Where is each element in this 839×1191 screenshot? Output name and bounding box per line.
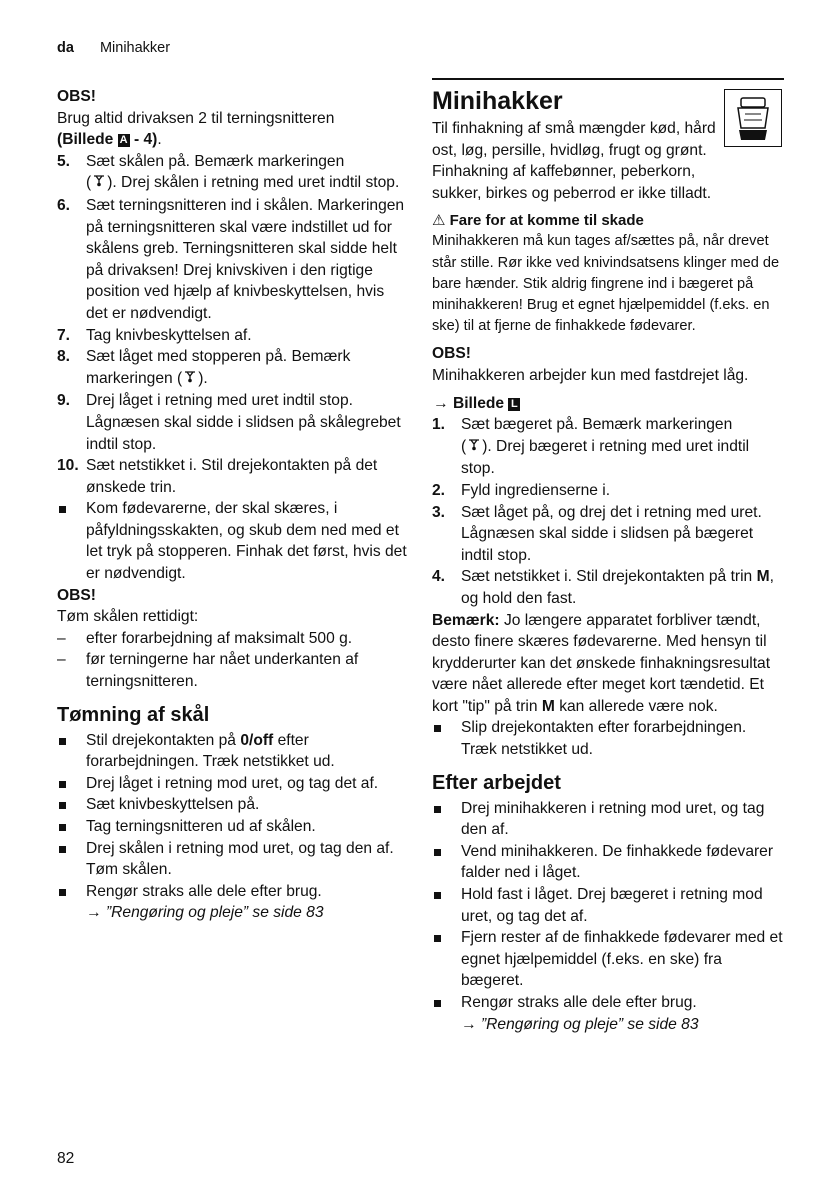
step-text: Tag knivbeskyttelsen af. (86, 326, 252, 344)
step (57, 151, 409, 195)
page-number: 82 (57, 1150, 75, 1167)
steps-list (432, 414, 784, 609)
obs-text-a: Brug altid drivaksen 2 til terningsnitteren (57, 109, 335, 127)
obs-heading: OBS! (57, 88, 96, 105)
title-block (432, 84, 784, 204)
obs-text: Minihakkeren arbejder kun med fastdrejet låg. (432, 366, 749, 384)
note-text (432, 610, 784, 718)
warning-heading (432, 210, 784, 231)
list-item-text: Tag terningsnitteren ud af skålen. (86, 818, 316, 835)
obs-text: Tøm skålen rettidigt: (57, 608, 199, 626)
step-text-pre: Sæt låget med stopperen på. Bemærk markeringen (86, 348, 351, 387)
warning-title: Fare for at komme til skade (449, 212, 644, 230)
lock-marking-icon (466, 437, 482, 459)
step-number: 1. (432, 416, 446, 434)
figure-label: Billede (452, 394, 509, 412)
list-item-text: Slip drejekontakten efter forarbejdningen. Træk netstikket ud. (461, 719, 747, 759)
list-item-text: Vend minihakkeren. De finhakkede fødevarer falder ned i låget. (461, 842, 774, 882)
bullet-icon (57, 498, 86, 584)
right-column (432, 78, 784, 1035)
page-title: Minihakker (432, 87, 563, 115)
step-number: 9. (57, 392, 71, 410)
list-item-text: Drej låget i retning mod uret, og tag det af. (86, 774, 379, 792)
mark-close: ). Drej bægeret i retning med uret indtil stop. (461, 437, 750, 478)
section-heading: Efter arbejdet (432, 771, 561, 794)
steps-list (57, 151, 409, 499)
cross-reference[interactable] (57, 902, 409, 924)
mark-close: ). Drej skålen i retning med uret indtil stop. (107, 174, 400, 192)
list-item (57, 838, 409, 881)
dash-item (57, 628, 409, 650)
mark-close: ). (198, 369, 208, 387)
list-item-text (86, 730, 409, 773)
step-number: 3. (432, 503, 446, 521)
bullet-icon (432, 717, 461, 760)
step-text-post: , og hold den fast. (461, 568, 774, 607)
list-item (432, 798, 784, 841)
dash-item-text: før terningerne har nået underkanten af terningsnitteren. (86, 651, 359, 691)
list-item-text: Drej minihakkeren i retning mod uret, og tag den af. (461, 799, 765, 839)
note-label: Bemærk: (432, 611, 500, 629)
step-text: Fyld ingredienserne i. (461, 481, 611, 499)
mark-open: ( (461, 437, 467, 455)
bullet-icon (57, 730, 86, 773)
header-title: Minihakker (99, 40, 171, 56)
dash-item (57, 649, 409, 692)
warning-text: Minihakkeren må kun tages af/sættes på, når drevet står stille. Rør ikke ved knivindsatsens klinger med de bare hænder. Stik aldrig fingrene ind i bægeret på minihakkeren! Brug et egnet hjælpemiddel (f.eks. en ske) til at fjerne de finhakkede fødevarer. (432, 233, 780, 335)
list-item-text: Drej skålen i retning mod uret, og tag den af. Tøm skålen. (86, 839, 394, 879)
list-item (57, 730, 409, 773)
step (432, 480, 784, 502)
list-item (432, 884, 784, 927)
step-text (461, 414, 784, 480)
page-header (57, 40, 170, 56)
note-text-post: kan allerede være nok. (554, 697, 718, 715)
bullet-icon (432, 884, 461, 927)
title-rule (432, 78, 784, 80)
step-number: 8. (57, 348, 71, 366)
dash-icon: – (57, 629, 66, 647)
list-item (57, 498, 409, 584)
step (57, 455, 409, 498)
step (57, 195, 409, 325)
step (57, 325, 409, 347)
step-text (86, 346, 409, 390)
reference-link[interactable]: ”Rengøring og pleje” se side 83 (105, 904, 324, 922)
list-item-text: Rengør straks alle dele efter brug. (461, 994, 697, 1012)
step (432, 566, 784, 609)
step-text: Drej låget i retning med uret indtil stop. Lågnæsen skal sidde i slidsen på skålegrebet indtil stop. (86, 392, 401, 453)
mark-open: ( (86, 174, 92, 192)
step-text: Sæt terningsnitteren ind i skålen. Markeringen på terningsnitteren skal være indstillet ud for skålens greb. Terningsnitteren skal sidde helt på drivaksen! Drej knivskiven i den rigtige position ved hjælp af knivbeskyttelsen, hvis det er nødvendigt. (86, 196, 405, 322)
figure-letter-icon: A (118, 134, 130, 147)
bullet-icon (57, 816, 86, 838)
text-post: efter forarbejdningen. Træk netstikket ud. (86, 731, 335, 771)
step-text-pre: Sæt bægeret på. Bemærk markeringen (461, 416, 733, 434)
step-text-pre: Sæt netstikket i. Stil drejekontakten på trin (461, 568, 757, 586)
list-item (57, 794, 409, 816)
dash-item-text: efter forarbejdning af maksimalt 500 g. (86, 629, 353, 647)
step-number: 5. (57, 152, 71, 170)
warning-icon: ⚠ (432, 212, 446, 230)
switch-position: M (756, 568, 770, 586)
intro-text: Til finhakning af små mængder kød, hård ost, løg, persille, hvidløg, frugt og grønt. Finhakning af kaffebønner, peberkorn, sukker, birkes og peberrod er ikke tilladt. (432, 120, 716, 202)
arrow-icon: → (461, 1015, 477, 1033)
list-item (432, 992, 784, 1014)
step-text: Sæt netstikket i. Stil drejekontakten på det ønskede trin. (86, 457, 378, 496)
step-text (461, 566, 784, 609)
switch-position: M (541, 697, 555, 715)
left-column (57, 86, 409, 924)
mark-open: ( (172, 369, 183, 387)
list-item (57, 816, 409, 838)
arrow-icon: → (86, 904, 102, 922)
arrow-icon: → (433, 394, 449, 412)
bullet-icon (432, 798, 461, 841)
list-item-text: Sæt knivbeskyttelsen på. (86, 796, 260, 814)
step-text (86, 151, 409, 195)
bullet-icon (57, 794, 86, 816)
obs-heading: OBS! (57, 586, 96, 604)
lock-marking-icon (182, 369, 198, 391)
text-pre: Stil drejekontakten på (86, 731, 241, 749)
figure-reference (432, 393, 784, 415)
reference-link[interactable]: ”Rengøring og pleje” se side 83 (480, 1015, 699, 1033)
list-item (432, 717, 784, 760)
step (57, 346, 409, 390)
note-text-pre: Jo længere apparatet forbliver tændt, desto finere skæres fødevarerne. Med hensyn til krydderurter kan det ønskede finhakningsresultat være nået allerede efter meget kort tændetid. Et kort "tip" på trin (432, 611, 771, 715)
step-number: 10. (57, 457, 79, 475)
lock-marking-icon (91, 173, 107, 195)
bullet-icon (57, 773, 86, 795)
switch-position: 0/off (240, 731, 274, 749)
list-item-text: Rengør straks alle dele efter brug. (86, 882, 322, 900)
dash-icon: – (57, 651, 66, 669)
obs-ref-label: (Billede (57, 131, 118, 149)
list-item (57, 881, 409, 903)
list-item-text: Fjern rester af de finhakkede fødevarer med et egnet hjælpemiddel (f.eks. en ske) fra bægeret. (461, 929, 783, 990)
bullet-icon (432, 841, 461, 884)
step-text-pre: Sæt skålen på. Bemærk markeringen (86, 152, 345, 170)
step-number: 4. (432, 568, 446, 586)
step-number: 2. (432, 481, 446, 499)
figure-letter-icon: L (508, 398, 520, 411)
list-item (57, 773, 409, 795)
obs-ref-dot: . (157, 131, 162, 149)
cross-reference[interactable] (432, 1014, 784, 1036)
step-number: 6. (57, 196, 71, 214)
language-code: da (57, 40, 74, 56)
step (432, 502, 784, 567)
list-item-text: Kom fødevarerne, der skal skæres, i påfyldningsskakten, og skub dem ned med et let tryk på stopperen. Finhak det først, hvis det er nødvendigt. (86, 500, 407, 583)
bullet-icon (57, 838, 86, 881)
obs-text (57, 108, 409, 151)
step-number: 7. (57, 326, 71, 344)
step (57, 390, 409, 455)
list-item-text: Hold fast i låget. Drej bægeret i retning mod uret, og tag det af. (461, 886, 763, 925)
obs-ref-range: - 4) (129, 131, 158, 149)
obs-heading: OBS! (432, 345, 471, 363)
section-heading: Tømning af skål (57, 703, 210, 726)
step-text: Sæt låget på, og drej det i retning med uret. Lågnæsen skal sidde i slidsen på bægeret indtil stop. (461, 503, 762, 564)
bullet-icon (57, 881, 86, 903)
list-item (432, 927, 784, 992)
list-item (432, 841, 784, 884)
bullet-icon (432, 927, 461, 992)
bullet-icon (432, 992, 461, 1014)
mini-chopper-icon (724, 89, 782, 147)
step (432, 414, 784, 480)
